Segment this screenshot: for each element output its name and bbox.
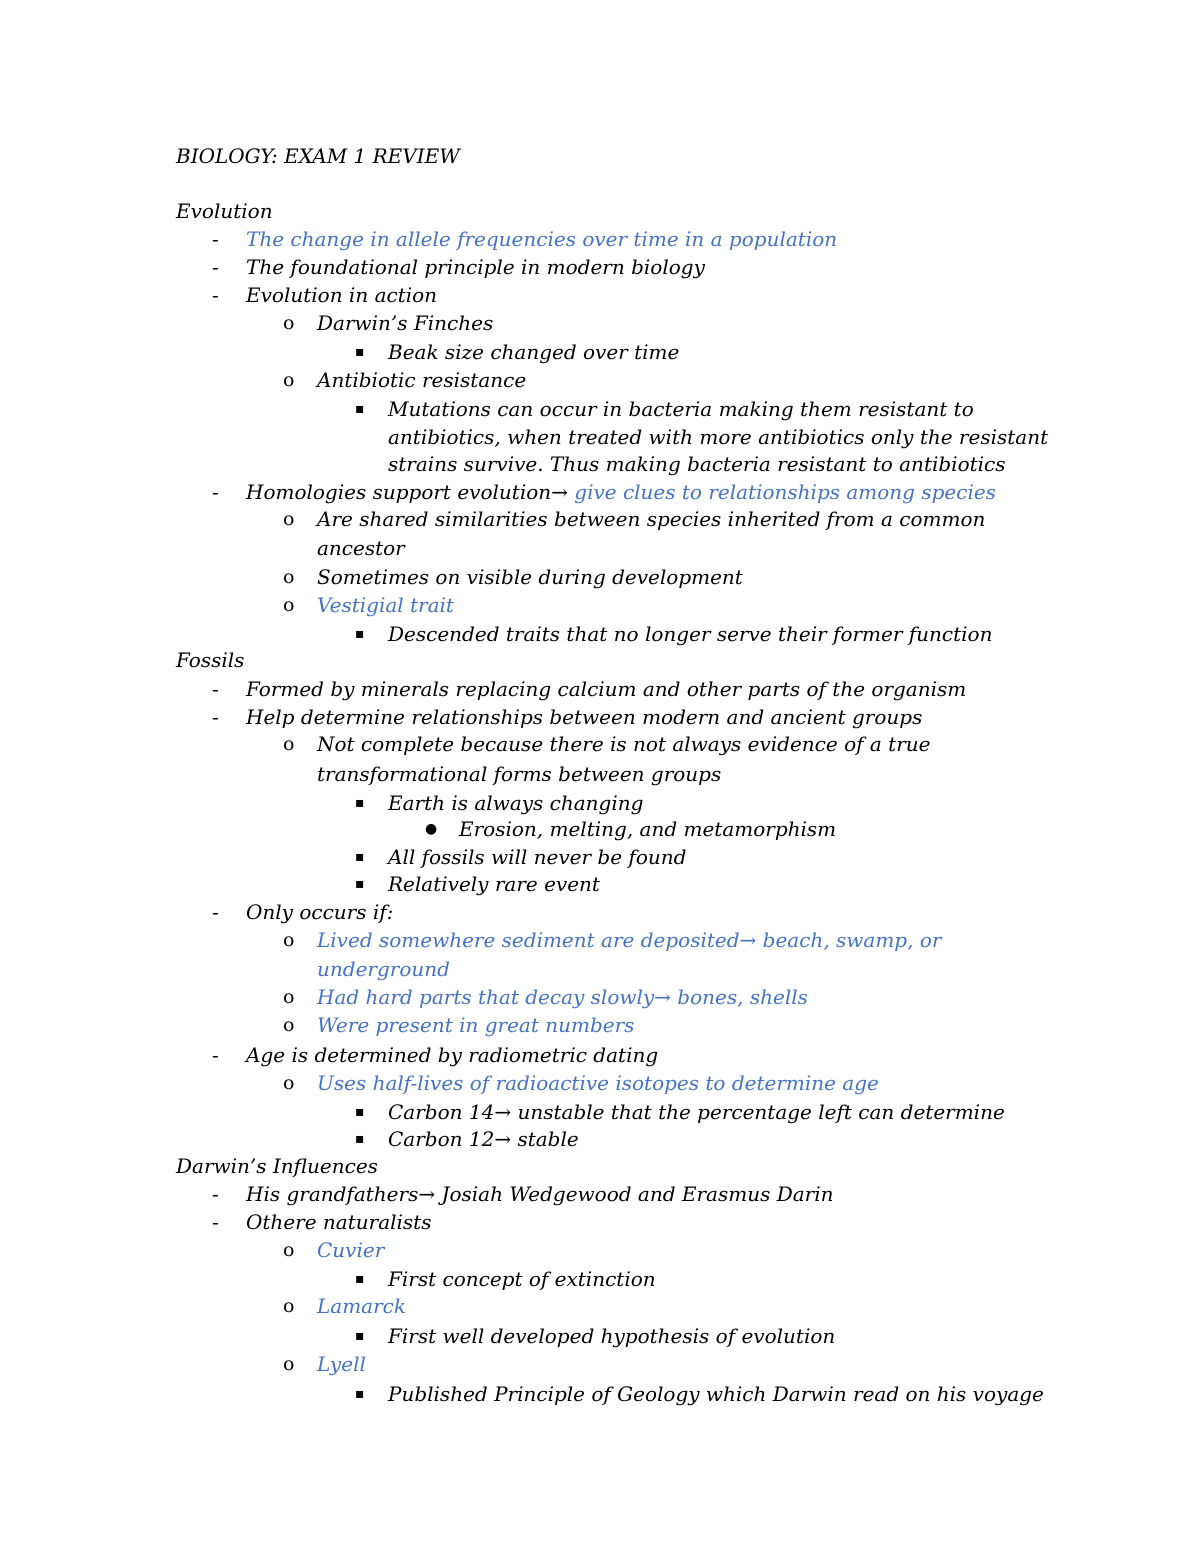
document-title: BIOLOGY: EXAM 1 REVIEW bbox=[176, 144, 460, 168]
circle-bullet-icon: o bbox=[283, 1014, 295, 1036]
circle-bullet-icon: o bbox=[283, 508, 295, 530]
section-heading-fossils: Fossils bbox=[176, 648, 245, 672]
document-page: BIOLOGY: EXAM 1 REVIEW Evolution - The change in allele frequencies over time in a population - The foundational principle in modern biology - Evolution in action o Darwin’s Finches ▪ Beak size changed over time o Antibiotic resistance ▪ Mutations can occur in bacteria making them resistant to antibiotics, when treated with more antibiotics only the resistant strains survive. Thus making bacteria resistant to antibiotics - Homologies support evolution→ give clues to relationships among species o Are shared similarities between species inherited from a common ancestor o Sometimes on visible during development o Vestigial trait ▪ Descended traits that no longer serve their former function Fossils - Formed by minerals replacing calcium and other parts of the organism - Help determine relationships between modern and ancient groups o Not complete because there is not always evidence of a true transformational forms between groups ▪ Earth is always changing ● Erosion, melting, and metamorphism ▪ All fossils will never be found ▪ Relatively rare event - Only occurs if: o Lived somewhere sediment are deposited→ beach, swamp, or underground o Had hard parts that decay slowly→ bones, shells o Were present in great numbers - Age is determined by radiometric dating o Uses half-lives of radioactive isotopes to determine age ▪ Carbon 14→ unstable that the percentage left can determine ▪ Carbon 12→ stable Darwin’s Influences - His grandfathers→ Josiah Wedgewood and Erasmus Darin - Othere naturalists o Cuvier ▪ First concept of extinction o Lamarck ▪ First well developed hypothesis of evolution o Lyell ▪ Published Principle of Geology which Darwin read on his voyage bbox=[176, 144, 1049, 1406]
dash-bullet-icon: - bbox=[212, 227, 219, 251]
square-bullet-icon: ▪ bbox=[355, 1104, 365, 1120]
square-bullet-icon: ▪ bbox=[355, 401, 365, 417]
circle-bullet-icon: o bbox=[283, 929, 295, 951]
dash-bullet-icon: - bbox=[212, 1182, 219, 1206]
dash-bullet-icon: - bbox=[212, 283, 219, 307]
circle-bullet-icon: o bbox=[283, 369, 295, 391]
circle-bullet-icon: o bbox=[283, 594, 295, 616]
right-arrow-icon: → bbox=[739, 928, 757, 952]
dash-bullet-icon: - bbox=[212, 255, 219, 279]
dash-bullet-icon: - bbox=[212, 480, 219, 504]
dash-bullet-icon: - bbox=[212, 1043, 219, 1067]
dash-bullet-icon: - bbox=[212, 677, 219, 701]
square-bullet-icon: ▪ bbox=[355, 1131, 365, 1147]
section-heading-influences: Darwin’s Influences bbox=[176, 1154, 378, 1178]
right-arrow-icon: → bbox=[494, 1100, 512, 1124]
dash-bullet-icon: - bbox=[212, 1210, 219, 1234]
square-bullet-icon: ▪ bbox=[355, 795, 365, 811]
right-arrow-icon: → bbox=[418, 1182, 436, 1206]
circle-bullet-icon: o bbox=[283, 1072, 295, 1094]
right-arrow-icon: → bbox=[654, 985, 671, 1009]
right-arrow-icon: → bbox=[494, 1127, 512, 1151]
circle-bullet-icon: o bbox=[283, 1239, 295, 1261]
square-bullet-icon: ▪ bbox=[355, 1271, 365, 1287]
circle-bullet-icon: o bbox=[283, 566, 295, 588]
dot-bullet-icon: ● bbox=[425, 821, 438, 837]
dash-bullet-icon: - bbox=[212, 900, 219, 924]
circle-bullet-icon: o bbox=[283, 312, 295, 334]
square-bullet-icon: ▪ bbox=[355, 626, 365, 642]
circle-bullet-icon: o bbox=[283, 1295, 295, 1317]
square-bullet-icon: ▪ bbox=[355, 876, 365, 892]
square-bullet-icon: ▪ bbox=[355, 1386, 365, 1402]
dash-bullet-icon: - bbox=[212, 705, 219, 729]
circle-bullet-icon: o bbox=[283, 1353, 295, 1375]
circle-bullet-icon: o bbox=[283, 733, 295, 755]
square-bullet-icon: ▪ bbox=[355, 849, 365, 865]
circle-bullet-icon: o bbox=[283, 986, 295, 1008]
right-arrow-icon: → bbox=[551, 480, 568, 504]
section-heading-evolution: Evolution bbox=[176, 199, 273, 223]
square-bullet-icon: ▪ bbox=[355, 344, 365, 360]
square-bullet-icon: ▪ bbox=[355, 1328, 365, 1344]
